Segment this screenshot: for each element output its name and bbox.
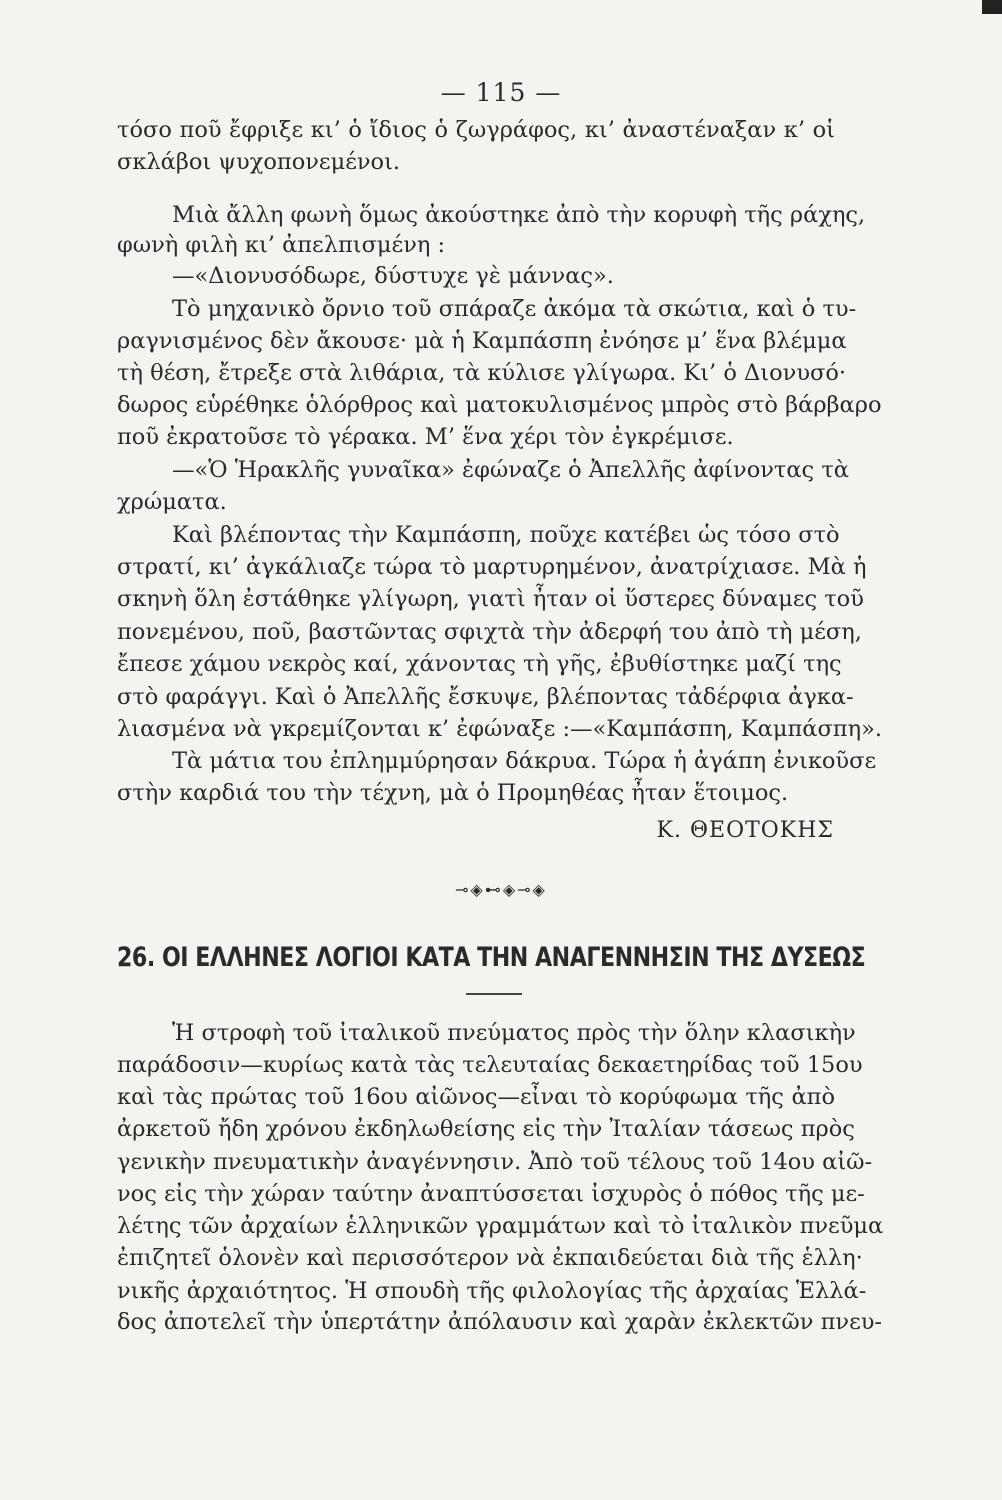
text-line: φωνὴ φιλὴ κι’ ἀπελπισμένη : [117, 232, 446, 258]
text-line: Τὸ μηχανικὸ ὄρνιο τοῦ σπάραζε ἀκόμα τὰ σκώτια, καὶ ὁ τυ- [172, 296, 857, 322]
text-line: δος ἀποτελεῖ τὴν ὑπερτάτην ἀπόλαυσιν καὶ χαρὰν ἐκλεκτῶν πνευ- [117, 1309, 882, 1335]
text-line: σκλάβοι ψυχοπονεμένοι. [117, 149, 401, 175]
text-line: σκηνὴ ὅλη ἐστάθηκε γλίγωρη, γιατὶ ἦταν οἱ ὕστερες δύναμες τοῦ [117, 586, 864, 612]
text-line: τόσο ποῦ ἔφριξε κι’ ὁ ἴδιος ὁ ζωγράφος, κι’ ἀναστέναξαν κ’ οἱ [117, 117, 835, 143]
text-line: καὶ τὰς πρώτας τοῦ 16ου αἰῶνος—εἶναι τὸ κορύφωμα τῆς ἀπὸ [117, 1084, 835, 1110]
text-line: ραγνισμένος δὲν ἄκουσε· μὰ ἡ Καμπάσπη ἐνόησε μ’ ἕνα βλέμμα [117, 328, 847, 354]
text-line: ἀρκετοῦ ἤδη χρόνου ἐκδηλωθείσης εἰς τὴν Ἰταλίαν τάσεως πρὸς [117, 1116, 855, 1142]
section-divider-ornament: ⊸◈⊷◈⊸◈ [455, 880, 547, 899]
text-line: χρώματα. [117, 489, 227, 515]
author-signature: Κ. ΘΕΟΤΟΚΗΣ [656, 818, 834, 843]
dialogue-line: —«Ὁ Ἡρακλῆς γυναῖκα» ἐφώναζε ὁ Ἀπελλῆς ἀφίνοντας τὰ [172, 457, 849, 483]
text-line: τὴ θέση, ἔτρεξε στὰ λιθάρια, τὰ κύλισε γλίγωρα. Κι’ ὁ Διονυσό· [117, 360, 847, 386]
text-line: λιασμένα νὰ γκρεμίζονται κ’ ἐφώναξε :—«Καμπάσπη, Καμπάσπη». [117, 716, 882, 742]
page-number: — 115 — [440, 78, 562, 107]
text-line: στὴν καρδιά του τὴν τέχνη, μὰ ὁ Προμηθέας ἦταν ἕτοιμος. [117, 780, 789, 806]
text-line: γενικὴν πνευματικὴν ἀναγέννησιν. Ἀπὸ τοῦ τέλους τοῦ 14ου αἰῶ- [117, 1149, 873, 1175]
text-line: ἐπιζητεῖ ὁλονὲν καὶ περισσότερον νὰ ἐκπαιδεύεται διὰ τῆς ἑλλη· [117, 1245, 863, 1271]
text-line: Ἡ στροφὴ τοῦ ἰταλικοῦ πνεύματος πρὸς τὴν ὅλην κλασικὴν [172, 1020, 856, 1046]
text-line: στὸ φαράγγι. Καὶ ὁ Ἀπελλῆς ἔσκυψε, βλέποντας τἀδέρφια ἀγκα- [117, 684, 854, 710]
dialogue-line: —«Διονυσόδωρε, δύστυχε γὲ μάννας». [172, 263, 614, 289]
scan-edge-mark [982, 0, 1002, 14]
text-line: Καὶ βλέποντας τὴν Καμπάσπη, ποῦχε κατέβει ὡς τόσο στὸ [172, 522, 840, 548]
text-line: νικῆς ἀρχαιότητος. Ἡ σπουδὴ τῆς φιλολογίας τῆς ἀρχαίας Ἑλλά- [117, 1278, 867, 1304]
text-line: ἔπεσε χάμου νεκρὸς καί, χάνοντας τὴ γῆς, ἐβυθίστηκε μαζί της [117, 651, 842, 677]
text-line: παράδοσιν—κυρίως κατὰ τὰς τελευταίας δεκαετηρίδας τοῦ 15ου [117, 1052, 863, 1078]
text-line: νος εἰς τὴν χώραν ταύτην ἀναπτύσσεται ἰσχυρὸς ὁ πόθος τῆς με- [117, 1181, 865, 1207]
text-line: Μιὰ ἄλλη φωνὴ ὅμως ἀκούστηκε ἀπὸ τὴν κορυφὴ τῆς ράχης, [172, 202, 866, 228]
text-line: Τὰ μάτια του ἐπλημμύρησαν δάκρυα. Τώρα ἡ ἀγάπη ἐνικοῦσε [172, 748, 877, 774]
section-heading: 26. ΟΙ ΕΛΛΗΝΕΣ ΛΟΓΙΟΙ ΚΑΤΑ ΤΗΝ ΑΝΑΓΕΝΝΗΣΙΝ ΤΗΣ ΔΥΣΕΩΣ [117, 942, 866, 973]
text-line: δωρος εὑρέθηκε ὁλόρθρος καὶ ματοκυλισμένος μπρὸς στὸ βάρβαρο [117, 392, 882, 418]
text-line: στρατί, κι’ ἀγκάλιαζε τώρα τὸ μαρτυρημένον, ἀνατρίχιασε. Μὰ ἡ [117, 554, 867, 580]
heading-underline [466, 993, 522, 995]
text-line: πονεμένου, ποῦ, βαστῶντας σφιχτὰ τὴν ἀδερφή του ἀπὸ τὴ μέση, [117, 619, 862, 645]
text-line: λέτης τῶν ἀρχαίων ἑλληνικῶν γραμμάτων καὶ τὸ ἰταλικὸν πνεῦμα [117, 1213, 884, 1239]
text-line: ποῦ ἐκρατοῦσε τὸ γέρακα. Μ’ ἕνα χέρι τὸν ἐγκρέμισε. [117, 424, 734, 450]
